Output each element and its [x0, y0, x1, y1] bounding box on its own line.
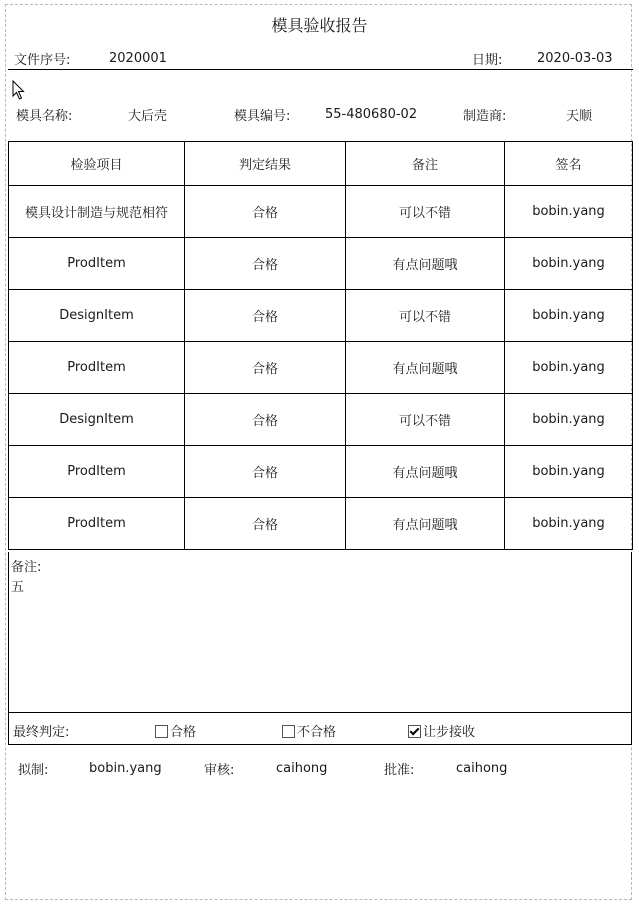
- signature-cell: bobin.yang: [505, 446, 633, 498]
- mouse-pointer-icon: [12, 80, 26, 100]
- option-fail[interactable]: [282, 721, 336, 740]
- column-header-remark: 备注: [346, 142, 505, 186]
- header-divider: [8, 69, 633, 70]
- inspection-item-cell: DesignItem: [9, 394, 185, 446]
- approver-label: 批准:: [384, 763, 415, 778]
- signature-cell: bobin.yang: [505, 498, 633, 550]
- inspection-item-cell: 模具设计制造与规范相符: [9, 186, 185, 238]
- date-value: 2020-03-03: [537, 51, 613, 66]
- concession-checkbox[interactable]: [408, 725, 421, 738]
- signature-cell: bobin.yang: [505, 186, 633, 238]
- date-label: 日期:: [472, 53, 503, 68]
- remark-cell: 有点问题哦: [346, 498, 505, 550]
- doc-no-value: 2020001: [109, 51, 167, 66]
- mold-no-label: 模具编号:: [234, 109, 291, 124]
- option-fail-label: 不合格: [297, 725, 337, 740]
- reviewer-label: 审核:: [204, 763, 235, 778]
- result-cell: 合格: [185, 394, 346, 446]
- inspection-item-cell: ProdItem: [9, 342, 185, 394]
- signature-cell: bobin.yang: [505, 394, 633, 446]
- remark-cell: 可以不错: [346, 290, 505, 342]
- result-cell: 合格: [185, 290, 346, 342]
- mold-name-value: 大后壳: [128, 109, 168, 124]
- signature-cell: bobin.yang: [505, 342, 633, 394]
- table-header-row: [9, 142, 633, 186]
- remark-cell: 可以不错: [346, 186, 505, 238]
- column-header-item: 检验项目: [9, 142, 185, 186]
- reviewer-value: caihong: [276, 761, 328, 776]
- table-row: [9, 394, 633, 446]
- remarks-value: 五: [11, 580, 25, 595]
- mold-no-value: 55-480680-02: [325, 107, 418, 122]
- remarks-label: 备注:: [11, 560, 42, 575]
- table-row: [9, 498, 633, 550]
- final-judgement-label: 最终判定:: [13, 725, 70, 740]
- result-cell: 合格: [185, 498, 346, 550]
- fail-checkbox[interactable]: [282, 725, 295, 738]
- mold-name-label: 模具名称:: [16, 109, 73, 124]
- maker-label: 制造商:: [463, 109, 507, 124]
- final-judgement-box: [8, 712, 632, 745]
- drafter-value: bobin.yang: [89, 761, 162, 776]
- result-cell: 合格: [185, 238, 346, 290]
- result-cell: 合格: [185, 186, 346, 238]
- result-cell: 合格: [185, 342, 346, 394]
- table-row: [9, 186, 633, 238]
- signature-cell: bobin.yang: [505, 290, 633, 342]
- table-row: [9, 290, 633, 342]
- inspection-item-cell: ProdItem: [9, 446, 185, 498]
- remark-cell: 有点问题哦: [346, 238, 505, 290]
- report-title: 模具验收报告: [271, 16, 368, 35]
- option-concession[interactable]: [408, 721, 475, 740]
- remark-cell: 可以不错: [346, 394, 505, 446]
- remarks-box: [8, 552, 632, 713]
- inspection-item-cell: ProdItem: [9, 238, 185, 290]
- option-concession-label: 让步接收: [423, 725, 476, 740]
- column-header-signature: 签名: [505, 142, 633, 186]
- pass-checkbox[interactable]: [155, 725, 168, 738]
- approver-value: caihong: [456, 761, 508, 776]
- column-header-result: 判定结果: [185, 142, 346, 186]
- result-cell: 合格: [185, 446, 346, 498]
- table-row: [9, 446, 633, 498]
- option-pass[interactable]: [155, 721, 196, 740]
- table-row: [9, 342, 633, 394]
- doc-no-label: 文件序号:: [14, 53, 71, 68]
- inspection-item-cell: DesignItem: [9, 290, 185, 342]
- maker-value: 天顺: [566, 109, 593, 124]
- option-pass-label: 合格: [170, 725, 197, 740]
- table-row: [9, 238, 633, 290]
- inspection-table: [8, 141, 633, 550]
- remark-cell: 有点问题哦: [346, 342, 505, 394]
- signature-cell: bobin.yang: [505, 238, 633, 290]
- inspection-item-cell: ProdItem: [9, 498, 185, 550]
- remark-cell: 有点问题哦: [346, 446, 505, 498]
- drafter-label: 拟制:: [18, 763, 49, 778]
